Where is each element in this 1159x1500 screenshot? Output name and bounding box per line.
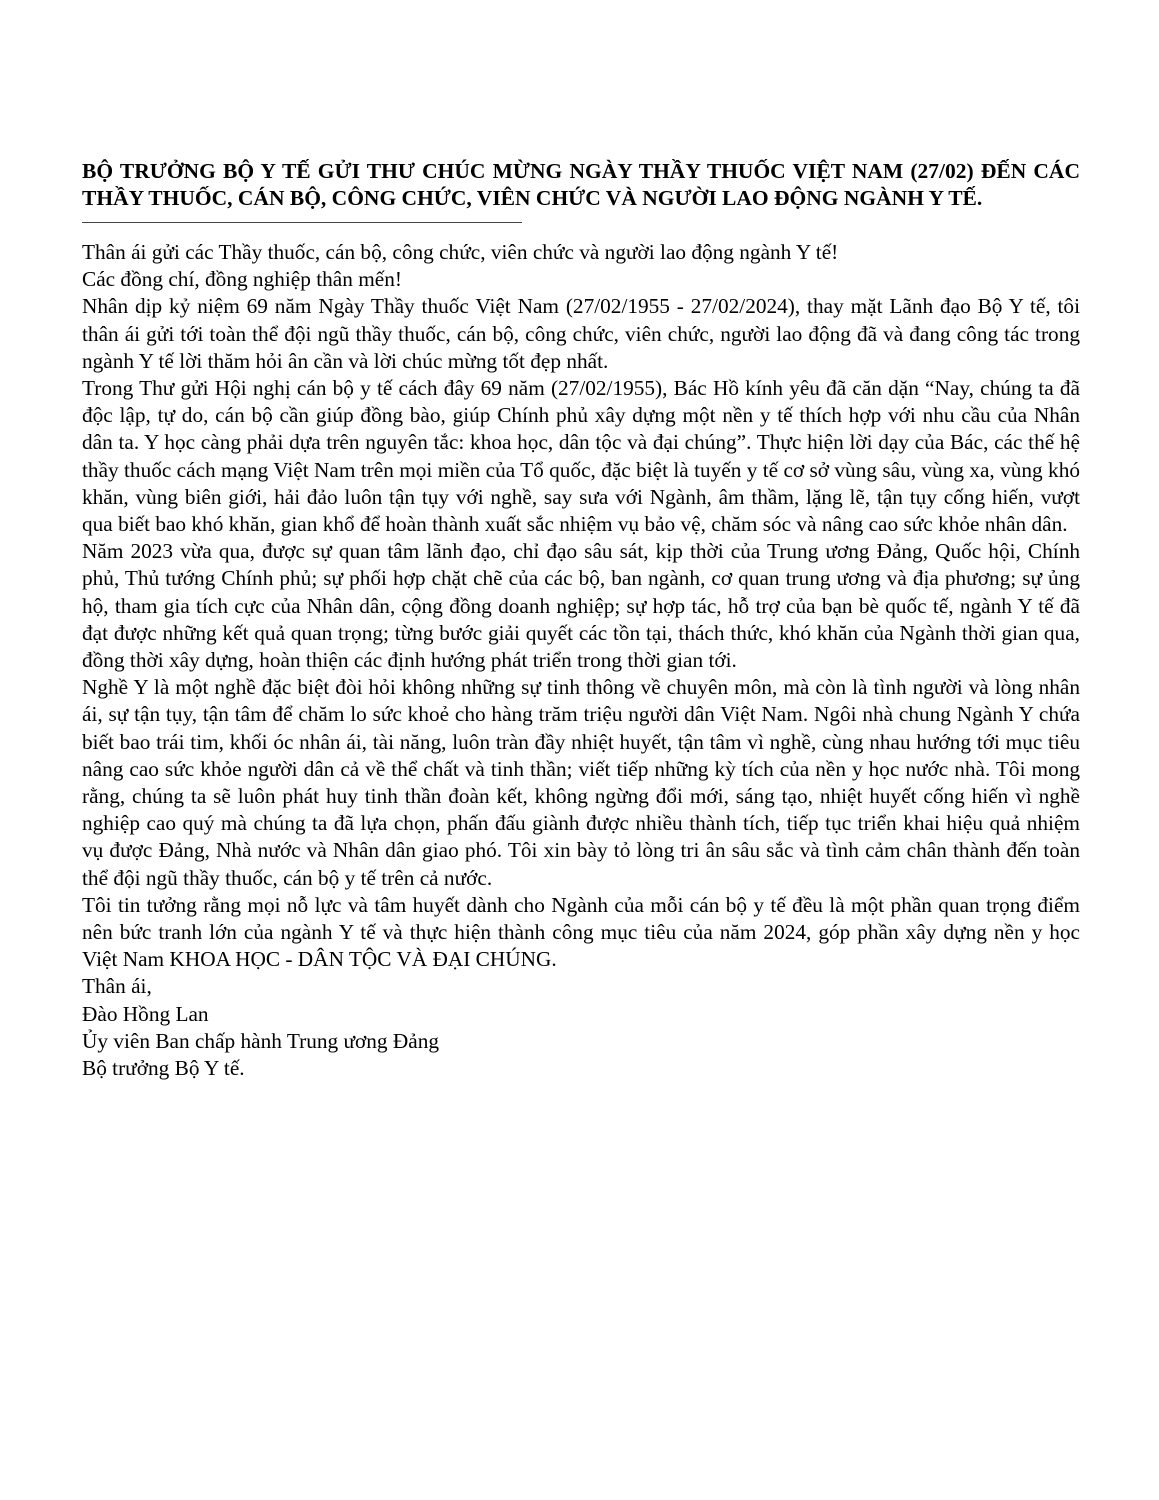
signer-name: Đào Hồng Lan (82, 1001, 209, 1026)
body-paragraph: Tôi tin tưởng rằng mọi nỗ lực và tâm huyết dành cho Ngành của mỗi cán bộ y tế đều là một phần quan trọng điểm nên bức tranh lớn của ngành Y tế và thực hiện thành công mục tiêu của năm 2024, góp phần xây dựng nền y học Việt Nam KHOA HỌC - DÂN TỘC VÀ ĐẠI CHÚNG. (82, 892, 1080, 972)
signer-position: Ủy viên Ban chấp hành Trung ương Đảng (82, 1028, 440, 1053)
body-paragraph: Năm 2023 vừa qua, được sự quan tâm lãnh đạo, chỉ đạo sâu sát, kịp thời của Trung ương Đảng, Quốc hội, Chính phủ, Thủ tướng Chính phủ; sự phối hợp chặt chẽ của các bộ, ban ngành, cơ quan trung ương và địa phương; sự ủng hộ, tham gia tích cực của Nhân dân, cộng đồng doanh nghiệp; sự hợp tác, hỗ trợ của bạn bè quốc tế, ngành Y tế đã đạt được những kết quả quan trọng; từng bước giải quyết các tồn tại, thách thức, khó khăn của Ngành thời gian qua, đồng thời xây dựng, hoàn thiện các định hướng phát triển trong thời gian tới. (82, 539, 1080, 673)
document-title: BỘ TRƯỞNG BỘ Y TẾ GỬI THƯ CHÚC MỪNG NGÀY THẦY THUỐC VIỆT NAM (27/02) ĐẾN CÁC THẦY THUỐC, CÁN BỘ, CÔNG CHỨC, VIÊN CHỨC VÀ NGƯỜI LAO ĐỘNG NGÀNH Y TẾ. (82, 159, 1080, 210)
letter-body (82, 239, 1080, 1082)
body-paragraph: Nhân dịp kỷ niệm 69 năm Ngày Thầy thuốc Việt Nam (27/02/1955 - 27/02/2024), thay mặt Lãnh đạo Bộ Y tế, tôi thân ái gửi tới toàn thể đội ngũ thầy thuốc, cán bộ, công chức, viên chức, người lao động đã và đang công tác trong ngành Y tế lời thăm hỏi ân cần và lời chúc mừng tốt đẹp nhất. (82, 294, 1080, 373)
salutation-line: Các đồng chí, đồng nghiệp thân mến! (82, 267, 402, 292)
title-divider (82, 222, 522, 223)
body-paragraph: Nghề Y là một nghề đặc biệt đòi hỏi không những sự tinh thông về chuyên môn, mà còn là tình người và lòng nhân ái, sự tận tụy, tận tâm để chăm lo sức khoẻ cho hàng trăm triệu người dân Việt Nam. Ngôi nhà chung Ngành Y chứa biết bao trái tim, khối óc nhân ái, tài năng, luôn tràn đầy nhiệt huyết, tận tâm vì nghề, cùng nhau hướng tới mục tiêu nâng cao sức khỏe người dân cả về thể chất và tinh thần; viết tiếp những kỳ tích của nền y học nước nhà. Tôi mong rằng, chúng ta sẽ luôn phát huy tinh thần đoàn kết, không ngừng đổi mới, sáng tạo, nhiệt huyết cống hiến vì nghề nghiệp cao quý mà chúng ta đã lựa chọn, phấn đấu giành được nhiều thành tích, tiếp tục triển khai hiệu quả nhiệm vụ được Đảng, Nhà nước và Nhân dân giao phó. Tôi xin bày tỏ lòng tri ân sâu sắc và tình cảm chân thành đến toàn thể đội ngũ thầy thuốc, cán bộ y tế trên cả nước. (82, 675, 1080, 890)
body-paragraph: Trong Thư gửi Hội nghị cán bộ y tế cách đây 69 năm (27/02/1955), Bác Hồ kính yêu đã căn dặn “Nay, chúng ta đã độc lập, tự do, cán bộ cần giúp đồng bào, giúp Chính phủ xây dựng một nền y tế thích hợp với nhu cầu của Nhân dân ta. Y học càng phải dựa trên nguyên tắc: khoa học, dân tộc và đại chúng”. Thực hiện lời dạy của Bác, các thế hệ thầy thuốc cách mạng Việt Nam trên mọi miền của Tổ quốc, đặc biệt là tuyến y tế cơ sở vùng sâu, vùng xa, vùng khó khăn, vùng biên giới, hải đảo luôn tận tụy với nghề, say sưa với Ngành, âm thầm, lặng lẽ, tận tụy cống hiến, vượt qua biết bao khó khăn, gian khổ để hoàn thành xuất sắc nhiệm vụ bảo vệ, chăm sóc và nâng cao sức khỏe nhân dân. (82, 376, 1080, 537)
signer-title: Bộ trưởng Bộ Y tế. (82, 1056, 245, 1081)
greeting-line: Thân ái gửi các Thầy thuốc, cán bộ, công chức, viên chức và người lao động ngành Y tế! (82, 240, 839, 264)
closing-line: Thân ái, (82, 974, 152, 999)
document-page (82, 158, 1080, 1082)
